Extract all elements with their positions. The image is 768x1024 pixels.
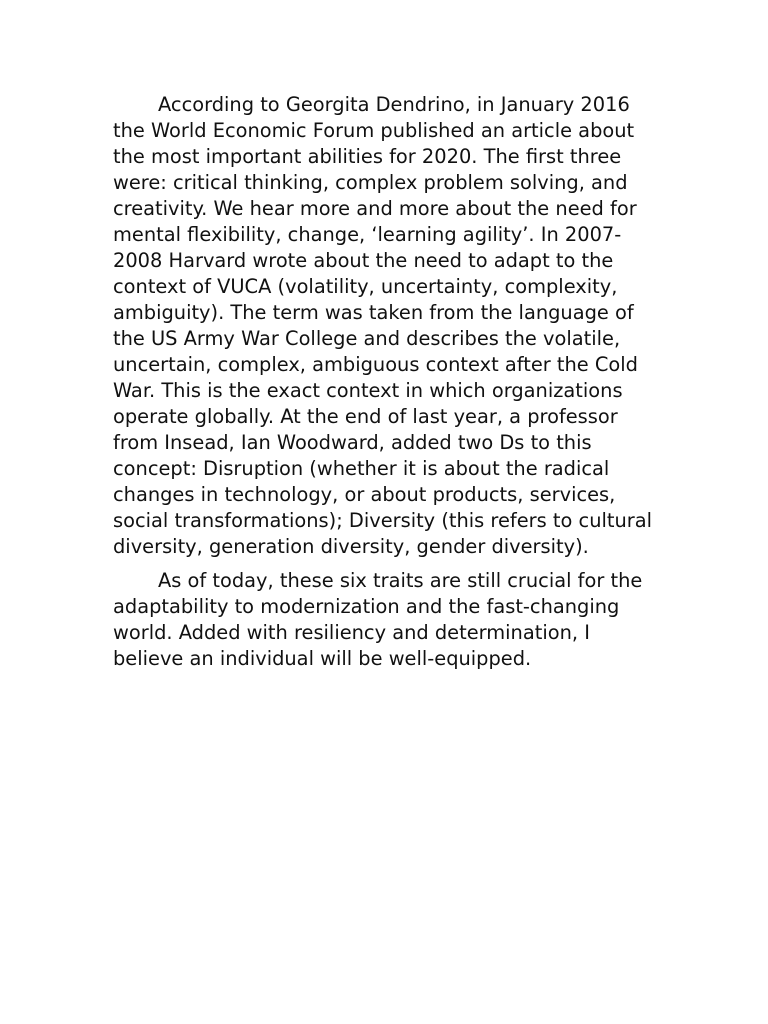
paragraph-1: According to Georgita Dendrino, in January 2016 the World Economic Forum published an article about the most important abilities for 2020. The first three were: critical thinking, complex problem solving, and creativity. We hear more and more about the need for mental flexibility, change, ‘learning agility’. In 2007-2008 Harvard wrote about the need to adapt to the context of VUCA (volatility, uncertainty, complexity, ambiguity). The term was taken from the language of the US Army War College and describes the volatile, uncertain, complex, ambiguous context after the Cold War. This is the exact context in which organizations operate globally. At the end of last year, a professor from Insead, Ian Woodward, added two Ds to this concept: Disruption (whether it is about the radical changes in technology, or about products, services, social transformations); Diversity (this refers to cultural diversity, generation diversity, gender diversity). [113,93,653,558]
paragraph-2: As of today, these six traits are still crucial for the adaptability to modernization and the fast-changing world. Added with resiliency and determination, I believe an individual will be well-equipped. [113,569,643,670]
document-body [113,92,658,680]
